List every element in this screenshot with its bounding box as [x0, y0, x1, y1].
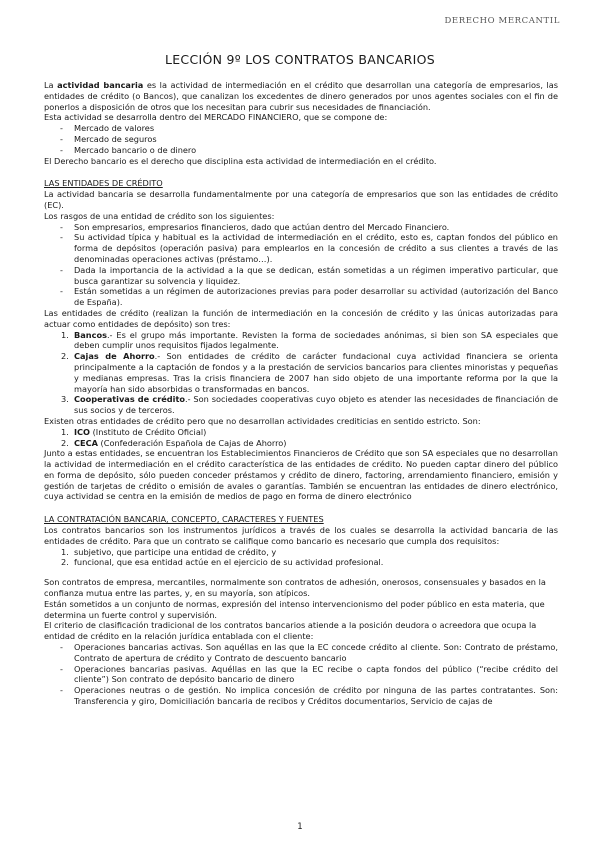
section-heading-entidades: LAS ENTIDADES DE CRÉDITO [44, 178, 163, 189]
item-text: .- Es el grupo más importante. Revisten la forma de sociedades anónimas, si bien son SA especiales que deben cumplir unos requisitos fijados legalmente. [74, 329, 558, 351]
paragraph: Son contratos de empresa, mercantiles, normalmente son contratos de adhesión, onerosos, consensuales y basados en la confianza mutua entre las partes, y, en su mayoría, son atípicos. [44, 577, 546, 599]
document-body [44, 80, 558, 707]
list-item [44, 557, 558, 568]
banking-law-paragraph: El Derecho bancario es el derecho que disciplina esta actividad de intermediación en el crédito. [44, 155, 437, 166]
item-number: 1. [61, 426, 69, 437]
list-item: - Operaciones neutras o de gestión. No implica concesión de crédito por ninguna de las partes contratantes. Son: Transferencia y giro, Domiciliación bancaria de recibos y Créditos documentarios, Servicio de cajas de [44, 685, 558, 707]
item-term: CECA [74, 437, 98, 448]
item-text: .- Son sociedades cooperativas cuyo objeto es atender las necesidades de financiación de sus socios y de terceros. [74, 394, 558, 416]
item-text: .- Son entidades de crédito de carácter fundacional cuya actividad financiera se orienta principalmente a la captación de fondos y a la prestación de servicios bancarios para clientes minoristas y pequeñas y medianas empresas. Tras la crisis financiera de 2007 han sido objeto de una importante reforma por la que la mayoría han sido absorbidas o transformadas en bancos. [74, 351, 559, 394]
item-term: Bancos [74, 329, 107, 340]
item-text: (Confederación Española de Cajas de Ahorro) [97, 437, 287, 448]
item-term: Cooperativas de crédito [74, 394, 185, 405]
section-heading-contratacion: LA CONTRATACIÓN BANCARIA, CONCEPTO, CARACTERES Y FUENTES [44, 514, 324, 525]
item-number: 2. [61, 351, 69, 362]
otras-list [44, 427, 558, 449]
item-number: 1. [61, 546, 69, 557]
markets-list [44, 123, 558, 155]
item-text: subjetivo, que participe una entidad de crédito, y [74, 546, 277, 557]
item-term: ICO [74, 426, 91, 437]
list-item: - Mercado de valores [44, 123, 558, 134]
operaciones-list [44, 642, 558, 707]
tipos-list [44, 330, 558, 416]
item-text: funcional, que esa entidad actúe en el ejercicio de su actividad profesional. [74, 557, 384, 568]
requisitos-list [44, 547, 558, 569]
list-item: - Dada la importancia de la actividad a la que se dedican, están sometidas a un régimen imperativo particular, que busca garantizar su solvencia y liquidez. [44, 265, 558, 287]
paragraph: Están sometidos a un conjunto de normas, expresión del intenso intervencionismo del poder público en esta materia, que determina un fuerte control y supervisión. [44, 598, 545, 620]
list-item [44, 351, 558, 394]
item-number: 3. [61, 394, 69, 405]
markets-intro: Esta actividad se desarrolla dentro del MERCADO FINANCIERO, que se compone de: [44, 112, 388, 123]
rasgos-list [44, 222, 558, 308]
list-item: - Mercado bancario o de dinero [44, 145, 558, 156]
list-item: - Su actividad típica y habitual es la actividad de intermediación en el crédito, esto es, captan fondos del público en forma de depósitos (operación pasiva) para emplearlos en la concesión de crédito a sus clientes a través de las denominadas operaciones activas (préstamo…). [44, 232, 558, 264]
item-text: (Instituto de Crédito Oficial) [90, 426, 207, 437]
intro-text-pre: La [44, 80, 58, 90]
list-item: - Son empresarios, empresarios financieros, dado que actúan dentro del Mercado Financiero. [44, 222, 558, 233]
list-item: - Mercado de seguros [44, 134, 558, 145]
paragraph: La actividad bancaria se desarrolla fundamentalmente por una categoría de empresarios que son las entidades de crédito (EC). [44, 189, 558, 210]
list-item [44, 330, 558, 352]
running-header: DERECHO MERCANTIL [444, 16, 560, 26]
page-number: 1 [297, 822, 303, 832]
item-number: 2. [61, 557, 69, 568]
intro-bold-term: actividad bancaria [57, 80, 144, 90]
item-term: Cajas de Ahorro [74, 351, 155, 362]
list-item: - Están sometidas a un régimen de autorizaciones previas para poder desarrollar su actividad (autorización del Banco de España). [44, 286, 558, 308]
list-item: - Operaciones bancarias activas. Son aquéllas en las que la EC concede crédito al cliente. Son: Contrato de préstamo, Contrato de apertura de crédito y Contrato de descuento bancario [44, 642, 558, 664]
item-number: 2. [61, 437, 69, 448]
paragraph: Los contratos bancarios son los instrumentos jurídicos a través de los cuales se desarrolla la actividad bancaria de las entidades de crédito. Para que un contrato se califique como bancario es necesario que cumpla dos requisitos: [44, 525, 558, 546]
intro-text-post: es la actividad de intermediación en el crédito que desarrollan una categoría de empresarios, las entidades de crédito (o Bancos), que canalizan los excedentes de dinero generados por unos agentes sociales con el fin de ponerlos a disposición de otros que los necesitan para cubrir sus necesidades de financiación. [44, 80, 558, 112]
list-item [44, 438, 558, 449]
list-item: - Operaciones bancarias pasivas. Aquéllas en las que la EC recibe o capta fondos del público (“recibe crédito del cliente”) Son contrato de depósito bancario de dinero [44, 664, 558, 686]
paragraph: Las entidades de crédito (realizan la función de intermediación en la concesión de crédito y las únicas autorizadas para actuar como entidades de depósito) son tres: [44, 307, 558, 329]
list-item [44, 427, 558, 438]
list-item [44, 394, 558, 416]
paragraph: Existen otras entidades de crédito pero que no desarrollan actividades crediticias en sentido estricto. Son: [44, 415, 481, 426]
paragraph: Los rasgos de una entidad de crédito son los siguientes: [44, 210, 275, 221]
paragraph: El criterio de clasificación tradicional de los contratos bancarios atiende a la posición deudora o acreedora que ocupa la entidad de crédito en la relación jurídica entablada con el cliente: [44, 620, 537, 642]
item-number: 1. [61, 329, 69, 340]
intro-paragraph [44, 80, 558, 112]
list-item [44, 547, 558, 558]
page-title: LECCIÓN 9º LOS CONTRATOS BANCARIOS [164, 52, 436, 67]
paragraph: Junto a estas entidades, se encuentran los Establecimientos Financieros de Crédito que son SA especiales que no desarrollan la actividad de intermediación en el crédito característica de las entidades de crédito. No pueden captar dinero del público en forma de depósito, sólo pueden conceder préstamos y crédito de dinero, factoring, arrendamiento financiero, emisión y gestión de tarjetas de crédito o emisión de avales o garantías. También se encuentran las entidades de dinero electrónico, cuya actividad se centra en la emisión de medios de pago en forma de dinero electrónico [44, 448, 558, 502]
